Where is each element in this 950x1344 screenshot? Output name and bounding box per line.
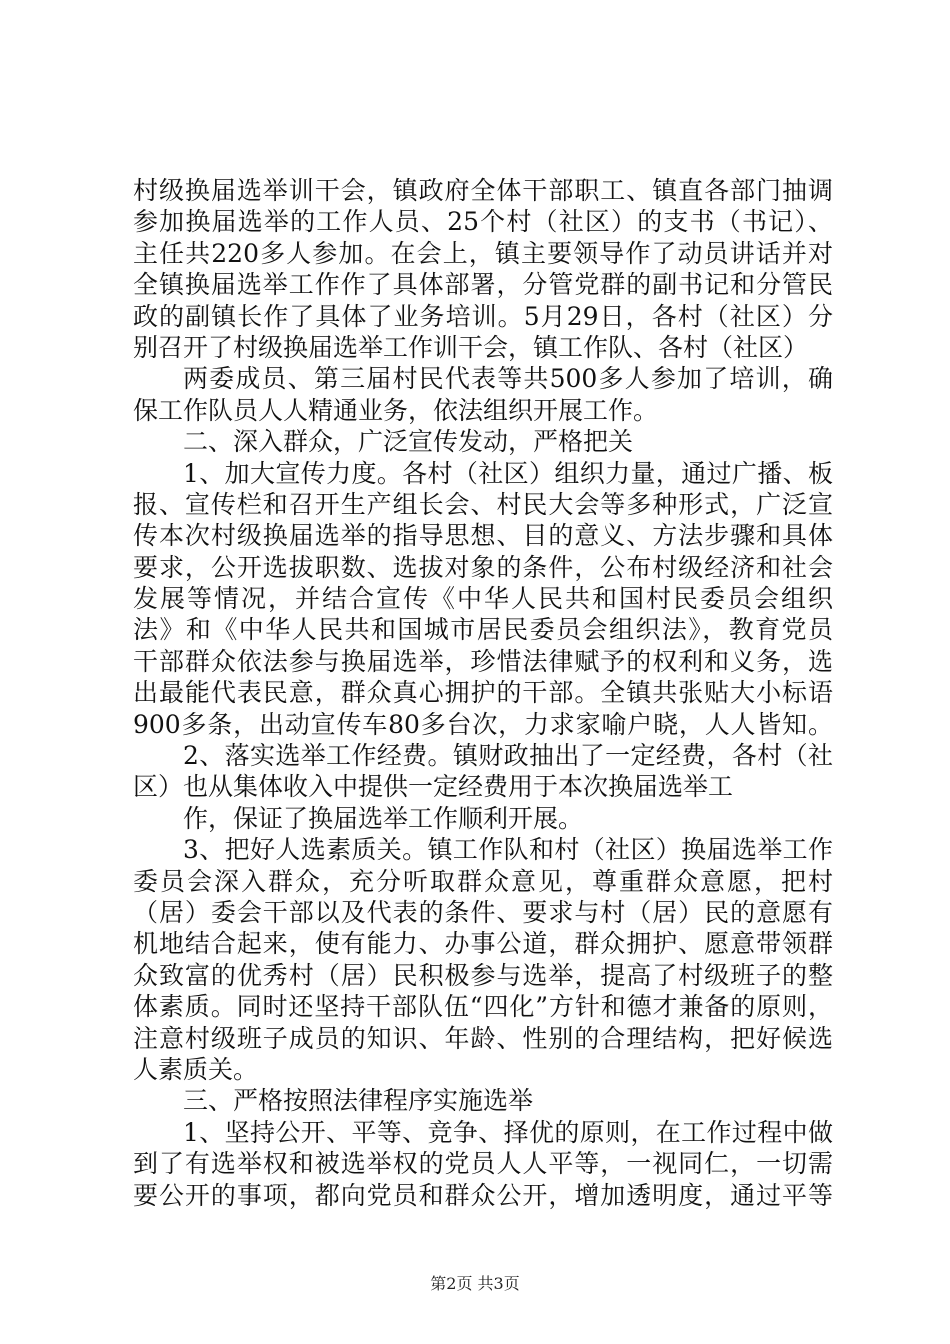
- text-line: 要公开的事项，都向党员和群众公开，增加透明度，通过平等: [133, 1180, 833, 1210]
- section-heading: 三、严格按照法律程序实施选举: [183, 1086, 534, 1116]
- document-body: [133, 175, 833, 1211]
- text-line: 村级换届选举训干会，镇政府全体干部职工、镇直各部门抽调: [133, 176, 833, 205]
- text-line: 全镇换届选举工作作了具体部署，分管党群的副书记和分管民: [133, 270, 833, 300]
- text-line: 政的副镇长作了具体了业务培训。5月29日，各村（社区）分: [133, 301, 833, 331]
- text-line: （居）委会干部以及代表的条件、要求与村（居）民的意愿有: [133, 897, 833, 927]
- text-line: 900多条，出动宣传车80多台次，力求家喻户晓，人人皆知。: [133, 709, 833, 739]
- text-line: 1、加大宣传力度。各村（社区）组织力量，通过广播、板: [183, 458, 833, 488]
- text-line: 作，保证了换届选举工作顺利开展。: [183, 803, 584, 833]
- text-line: 报、宣传栏和召开生产组长会、村民大会等多种形式，广泛宣: [133, 489, 833, 519]
- text-line: 1、坚持公开、平等、竞争、择优的原则，在工作过程中做: [183, 1117, 833, 1147]
- text-line: 出最能代表民意，群众真心拥护的干部。全镇共张贴大小标语: [133, 678, 833, 708]
- text-line: 参加换届选举的工作人员、25个村（社区）的支书（书记）、: [133, 207, 833, 237]
- section-heading: 二、深入群众，广泛宣传发动，严格把关: [183, 427, 634, 457]
- text-line: 2、落实选举工作经费。镇财政抽出了一定经费，各村（社: [183, 741, 833, 771]
- text-line: 区）也从集体收入中提供一定经费用于本次换届选举工: [133, 772, 734, 802]
- text-line: 两委成员、第三届村民代表等共500多人参加了培训，确: [183, 364, 833, 394]
- text-line: 众致富的优秀村（居）民积极参与选举，提高了村级班子的整: [133, 960, 833, 990]
- text-line: 主任共220多人参加。在会上，镇主要领导作了动员讲话并对: [133, 238, 833, 268]
- text-line: 发展等情况，并结合宣传《中华人民共和国村民委员会组织: [133, 584, 833, 614]
- text-line: 人素质关。: [133, 1054, 259, 1084]
- text-line: 3、把好人选素质关。镇工作队和村（社区）换届选举工作: [183, 835, 833, 865]
- text-line: 干部群众依法参与换届选举，珍惜法律赋予的权利和义务，选: [133, 646, 833, 676]
- page-footer: [0, 1271, 950, 1294]
- text-line: 机地结合起来，使有能力、办事公道，群众拥护、愿意带领群: [133, 929, 833, 959]
- text-line: 要求，公开选拔职数、选拔对象的条件，公布村级经济和社会: [133, 552, 833, 582]
- page-number: 第2页 共3页: [430, 1274, 520, 1293]
- text-line: 注意村级班子成员的知识、年龄、性别的合理结构，把好候选: [133, 1023, 833, 1053]
- text-line: 传本次村级换届选举的指导思想、目的意义、方法步骤和具体: [133, 521, 833, 551]
- text-line: 委员会深入群众，充分听取群众意见，尊重群众意愿，把村: [133, 866, 833, 896]
- text-line: 体素质。同时还坚持干部队伍“四化”方针和德才兼备的原则，: [133, 992, 833, 1022]
- text-line: 到了有选举权和被选举权的党员人人平等，一视同仁，一切需: [133, 1149, 833, 1179]
- text-line: 保工作队员人人精通业务，依法组织开展工作。: [133, 395, 659, 425]
- text-line: 别召开了村级换届选举工作训干会，镇工作队、各村（社区）: [133, 332, 809, 362]
- text-line: 法》和《中华人民共和国城市居民委员会组织法》，教育党员: [133, 615, 833, 645]
